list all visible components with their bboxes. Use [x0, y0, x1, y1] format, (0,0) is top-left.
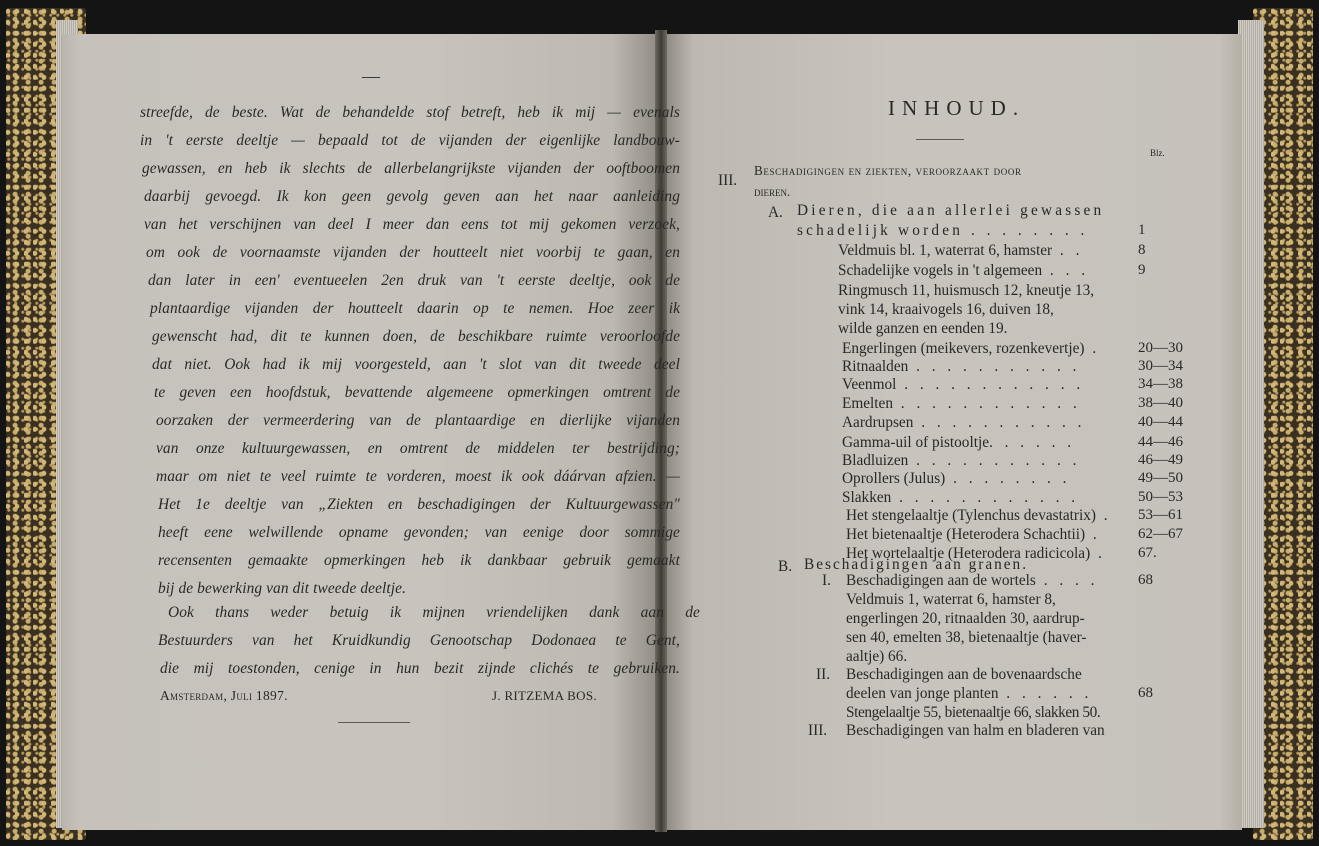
toc-page-number: 46—49: [1138, 452, 1183, 468]
closing-rule: [338, 722, 410, 723]
toc-entry-text: wilde ganzen en eenden 19.: [838, 320, 1008, 337]
toc-leader-dots: . . . . . .: [989, 434, 1076, 451]
subsection-a-title-cont: schadelijk worden . . . . . . . .: [797, 222, 1089, 239]
toc-page-number: 68: [1138, 572, 1153, 588]
toc-b-number: III.: [808, 722, 828, 739]
preface-line: heeft eene welwillende opname gevonden; van eenige door sommige: [158, 524, 680, 541]
toc-entry: [846, 507, 1112, 525]
toc-entry-text: Engerlingen (meikevers, rozenkevertje): [842, 340, 1085, 357]
section-heading: Beschadigingen en ziekten, veroorzaakt door: [754, 163, 1022, 178]
toc-entry: [838, 242, 1083, 260]
preface-line: te geven een hoofdstuk, bevattende algemeene opmerkingen omtrent de: [154, 384, 680, 401]
toc-b-line-text: engerlingen 20, ritnaalden 30, aardrup-: [846, 610, 1085, 627]
preface-line: daarbij gevoegd. Ik kon geen gevolg geven aan het naar aanleiding: [144, 188, 680, 205]
toc-leader-dots: . . . . . . . . . . . .: [892, 395, 1081, 412]
toc-page-number: 49—50: [1138, 470, 1183, 486]
toc-entry-text: Emelten: [842, 395, 893, 412]
toc-b-line: [846, 629, 1087, 647]
place-date: [160, 688, 288, 704]
toc-page-number: 9: [1138, 262, 1146, 278]
subsection-b-title: Beschadigingen aan granen.: [804, 556, 1029, 573]
preface-line: dat niet. Ook had ik mij voorgesteld, aan 't slot van dit tweede deel: [152, 356, 680, 373]
toc-page-number: 53—61: [1138, 507, 1183, 523]
toc-b-line: [846, 685, 1092, 703]
preface-line: gewenscht had, dit te kunnen doen, de beschikbare ruimte veroorloofde: [152, 328, 680, 345]
toc-page-number: 67.: [1138, 545, 1157, 561]
toc-b-line-text: deelen van jonge planten: [846, 685, 999, 702]
preface-line: maar om niet te veel ruimte te vorderen, moest ik ook dáárvan afzien. —: [156, 468, 680, 485]
toc-b-line-text: aaltje) 66.: [846, 648, 908, 665]
author-signature: J. RITZEMA BOS.: [492, 688, 597, 703]
toc-page-number: 38—40: [1138, 395, 1183, 411]
toc-b-line: [846, 722, 1105, 740]
toc-b-line: [846, 648, 907, 666]
toc-entry: [842, 489, 1079, 507]
toc-entry-text: Veenmol: [842, 376, 897, 393]
toc-page-number: 20—30: [1138, 340, 1183, 356]
toc-entry: [842, 376, 1084, 394]
subsection-b-number: B.: [778, 558, 793, 575]
toc-b-line-text: Beschadigingen van halm en bladeren van: [846, 722, 1105, 739]
toc-entry: [842, 395, 1081, 413]
preface-line: Het 1e deeltje van „Ziekten en beschadigingen der Kultuurgewassen": [158, 496, 680, 513]
preface-line: in 't eerste deeltje — bepaald tot de vijanden der eigenlijke landbouw-: [140, 132, 680, 149]
toc-entry-text: Slakken: [842, 489, 892, 506]
preface-line: van het verschijnen van deel I meer dan eens tot mij gekomen verzoek,: [144, 216, 680, 233]
toc-entry-text: Gamma-uil of pistooltje: [842, 434, 989, 451]
toc-leader-dots: . . . .: [1035, 572, 1099, 589]
toc-entry-text: Aardrupsen: [842, 414, 914, 431]
toc-page-number: 68: [1138, 685, 1153, 701]
toc-entry: [842, 470, 1070, 488]
toc-leader-dots: .: [1085, 526, 1101, 543]
toc-title: INHOUD.: [888, 96, 1026, 120]
toc-b-number: II.: [816, 666, 831, 683]
left-page: [62, 34, 660, 830]
toc-entry-text: Het wortelaaltje (Heterodera radicicola): [846, 545, 1091, 562]
toc-entry-text: Bladluizen: [842, 452, 909, 469]
toc-leader-dots: . .: [1052, 242, 1084, 259]
toc-b-line-text: Beschadigingen aan de wortels: [846, 572, 1036, 589]
toc-entry-text: Het bietenaaltje (Heterodera Schachtii): [846, 526, 1086, 543]
toc-b-line-text: Stengelaaltje 55, bietenaaltje 66, slakken 50.: [846, 704, 1101, 721]
section-number: III.: [718, 172, 738, 189]
subsection-a-number: A.: [768, 204, 783, 221]
toc-entry: [842, 434, 1075, 452]
toc-entry-text: Veldmuis bl. 1, waterrat 6, hamster: [838, 242, 1053, 259]
toc-b-line: [846, 704, 1100, 722]
toc-page-number: 30—34: [1138, 358, 1183, 374]
toc-entry: [838, 301, 1054, 319]
toc-entry: [842, 358, 1080, 376]
toc-leader-dots: . . . . . .: [998, 685, 1093, 702]
blz-label: Blz.: [1150, 148, 1165, 158]
preface-line: bij de bewerking van dit tweede deeltje.: [158, 580, 407, 597]
toc-entry: [842, 414, 1086, 432]
toc-entry-text: Oprollers (Julus): [842, 470, 946, 487]
place-date-text: Amsterdam, Juli 1897.: [160, 688, 288, 703]
toc-b-number: I.: [822, 572, 831, 589]
toc-entry-text: Schadelijke vogels in 't algemeen: [838, 262, 1043, 279]
toc-leader-dots: . . . . . . . . . . . .: [891, 489, 1080, 506]
toc-leader-dots: . . . . . . . . . . .: [908, 358, 1081, 375]
toc-page-number: 44—46: [1138, 434, 1183, 450]
preface-line: streefde, de beste. Wat de behandelde stof betreft, heb ik mij — evenals: [140, 104, 680, 121]
toc-leader-dots: . . . . . . . .: [945, 470, 1071, 487]
book-gutter: [655, 30, 667, 832]
title-rule: [916, 139, 964, 140]
toc-leader-dots: . . . . . . . . . . .: [913, 414, 1086, 431]
toc-entry: [842, 452, 1080, 470]
toc-b-line: [846, 666, 1082, 684]
toc-entry-text: vink 14, kraaivogels 16, duiven 18,: [838, 301, 1054, 318]
toc-b-line-text: sen 40, emelten 38, bietenaaltje (haver-: [846, 629, 1087, 646]
toc-entry-text: Ritnaalden: [842, 358, 909, 375]
preface-line: recensenten gemaakte opmerkingen heb ik dankbaar gebruik gemaakt: [158, 552, 680, 569]
preface-line: om ook de voornaamste vijanden der houtteelt niet voorbij te gaan, en: [146, 244, 680, 261]
toc-entry: [846, 526, 1101, 544]
toc-entry: [838, 282, 1094, 300]
toc-entry-text: Het stengelaaltje (Tylenchus devastatrix): [846, 507, 1096, 524]
toc-b-line-text: Beschadigingen aan de bovenaardsche: [846, 666, 1082, 683]
page-header-dash: —: [362, 66, 380, 86]
toc-entry: [838, 320, 1007, 338]
toc-page-number: 62—67: [1138, 526, 1183, 542]
preface-line: die mij toestonden, cenige in hun bezit zijnde clichés te gebruiken.: [160, 660, 680, 677]
toc-leader-dots: .: [1095, 507, 1112, 524]
preface-line: dan later in een' eventueelen 2en druk van 't eerste deeltje, ook de: [148, 272, 680, 289]
preface-line: oorzaken der vermeerdering van de plantaardige en dierlijke vijanden: [156, 412, 680, 429]
toc-b-line: [846, 610, 1085, 628]
subsection-a-line2: schadelijk worden: [797, 222, 964, 239]
toc-page-number: 34—38: [1138, 376, 1183, 392]
subsection-a-page: 1: [1138, 222, 1146, 238]
toc-b-line: [846, 591, 1056, 609]
toc-leader-dots: . . . . . . . . . . . .: [896, 376, 1085, 393]
preface-line: gewassen, en heb ik slechts de allerbelangrijkste vijanden der ooftboomen: [142, 160, 680, 177]
toc-entry: [842, 340, 1100, 358]
toc-leader-dots: . . .: [1042, 262, 1090, 279]
toc-page-number: 8: [1138, 242, 1146, 258]
preface-line: van onze kultuurgewassen, en omtrent de middelen ter bestrijding;: [156, 440, 680, 457]
toc-page-number: 40—44: [1138, 414, 1183, 430]
toc-entry-text: Ringmusch 11, huismusch 12, kneutje 13,: [838, 282, 1095, 299]
toc-leader-dots: .: [1090, 545, 1106, 562]
toc-page-number: 50—53: [1138, 489, 1183, 505]
toc-entry: [838, 262, 1089, 280]
preface-line: Ook thans weder betuig ik mijnen vriendelijken dank aan de: [168, 604, 700, 621]
subsection-a-title: Dieren, die aan allerlei gewassen: [797, 202, 1105, 219]
toc-leader-dots: . . . . . . . . . . .: [908, 452, 1081, 469]
preface-line: plantaardige vijanden der houtteelt daarin op te nemen. Hoe zeer ik: [150, 300, 680, 317]
toc-b-line-text: Veldmuis 1, waterrat 6, hamster 8,: [846, 591, 1056, 608]
toc-b-line: [846, 572, 1098, 590]
section-heading-cont: dieren.: [754, 185, 791, 199]
preface-line: Bestuurders van het Kruidkundig Genootschap Dodonaea te Gent,: [158, 632, 680, 649]
toc-leader-dots: .: [1084, 340, 1101, 357]
